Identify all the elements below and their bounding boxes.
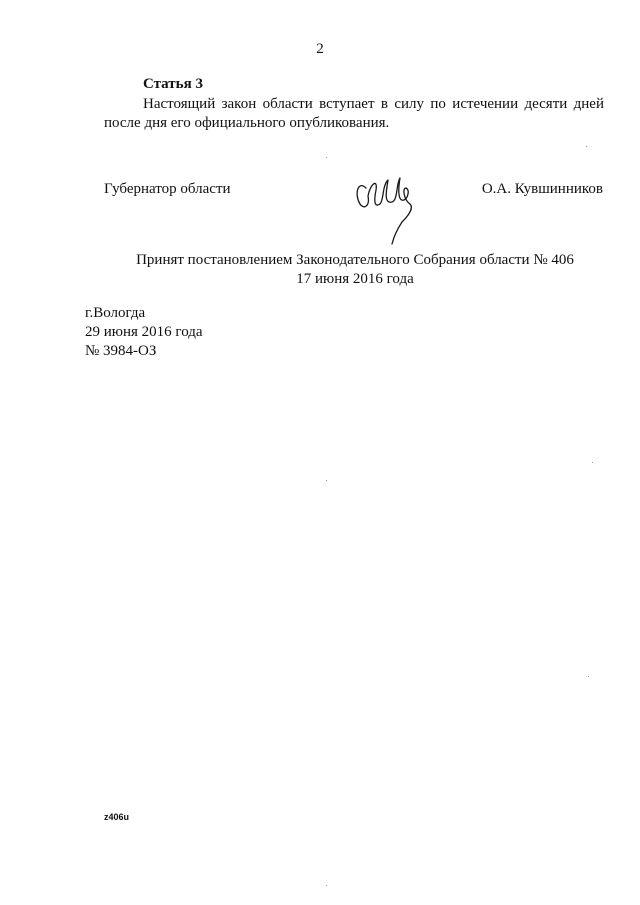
scan-speck [588,676,589,677]
adoption-line-2: 17 июня 2016 года [296,271,414,287]
page-number: 2 [316,41,324,57]
article-title: Статья 3 [143,76,203,92]
signatory-name: О.А. Кувшинников [481,181,603,197]
scan-speck [326,480,327,481]
article-text: Настоящий закон области вступает в силу по истечении десяти дней после дня его официального опубликования. [104,96,604,131]
signing-date: 29 июня 2016 года [85,324,203,340]
city: г.Вологда [85,305,146,321]
handwritten-signature [352,160,422,250]
signatory-title: Губернатор области [104,181,231,197]
place-date-number-block [85,304,203,361]
adoption-line-1: Принят постановлением Законодательного Собрания области № 406 [136,252,574,268]
scan-speck [326,157,327,158]
law-number: № 3984-ОЗ [85,343,157,359]
scan-speck [586,146,587,147]
scan-speck [592,462,593,463]
footer-code: z406u [104,812,130,822]
adoption-note [0,251,640,289]
scan-speck [326,885,327,886]
